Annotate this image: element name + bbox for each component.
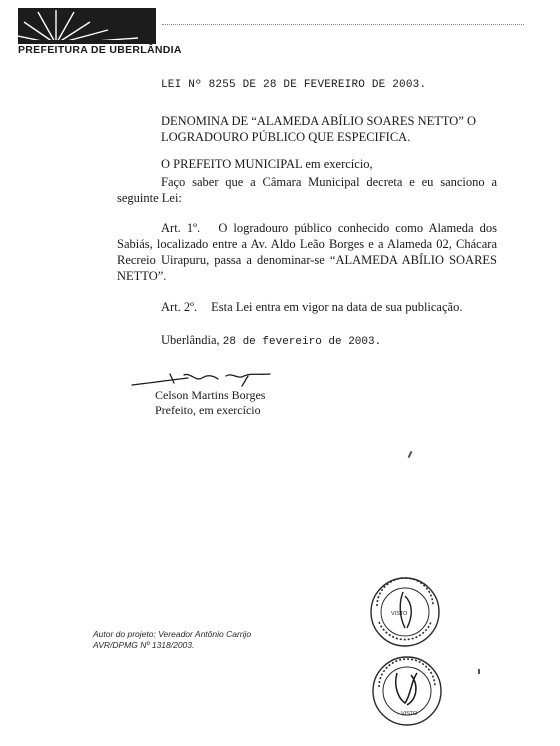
footer-author: Autor do projeto: Vereador Antônio Carrijo <box>93 629 252 639</box>
article-1-label: Art. 1º. <box>161 221 201 235</box>
date-value: 28 de fevereiro de 2003. <box>222 336 382 348</box>
signer-block <box>155 388 265 418</box>
approval-stamp-icon <box>369 576 441 648</box>
footer-note <box>93 629 251 651</box>
municipality-name: PREFEITURA DE UBERLÂNDIA <box>18 44 182 56</box>
article-2-text: Esta Lei entra em vigor na data de sua publicação. <box>211 300 463 314</box>
stamp-label: VISTO <box>401 711 418 717</box>
scan-mark <box>408 451 413 458</box>
signer-role: Prefeito, em exercício <box>155 403 261 417</box>
law-ementa: DENOMINA DE “ALAMEDA ABÍLIO SOARES NETTO” O LOGRADOURO PÚBLICO QUE ESPECIFICA. <box>161 114 477 144</box>
scan-mark <box>478 669 480 674</box>
intro-paragraph: O PREFEITO MUNICIPAL em exercício, <box>161 157 373 171</box>
enactment-paragraph: Faço saber que a Câmara Municipal decreta e eu sanciono a seguinte Lei: <box>117 175 497 205</box>
law-title-prefix: LEI Nº <box>161 79 202 91</box>
article-2 <box>161 300 462 315</box>
city-emblem-icon <box>18 8 156 44</box>
date-line <box>161 333 381 348</box>
article-1-text: O logradouro público conhecido como Alameda dos Sabiás, localizado entre a Av. Aldo Leão Borges e a Alameda 02, Chácara Recreio Uirapuru, passa a denominar-se “ALAMEDA ABÍLIO SOARES NETTO”. <box>117 221 497 283</box>
stamp-label: VISTO <box>391 611 408 617</box>
article-1 <box>117 220 497 284</box>
approval-stamp-icon <box>371 655 443 727</box>
article-2-label: Art. 2º. <box>161 300 198 314</box>
handwritten-signature <box>130 370 280 390</box>
footer-reference: AVR/DPMG Nº 1318/2003. <box>93 640 195 650</box>
law-title-number-date: 8255 DE 28 DE FEVEREIRO DE 2003. <box>208 79 427 91</box>
law-title <box>161 79 426 91</box>
signer-name: Celson Martins Borges <box>155 388 266 402</box>
date-place: Uberlândia, <box>161 333 220 347</box>
header-rule <box>162 24 524 25</box>
